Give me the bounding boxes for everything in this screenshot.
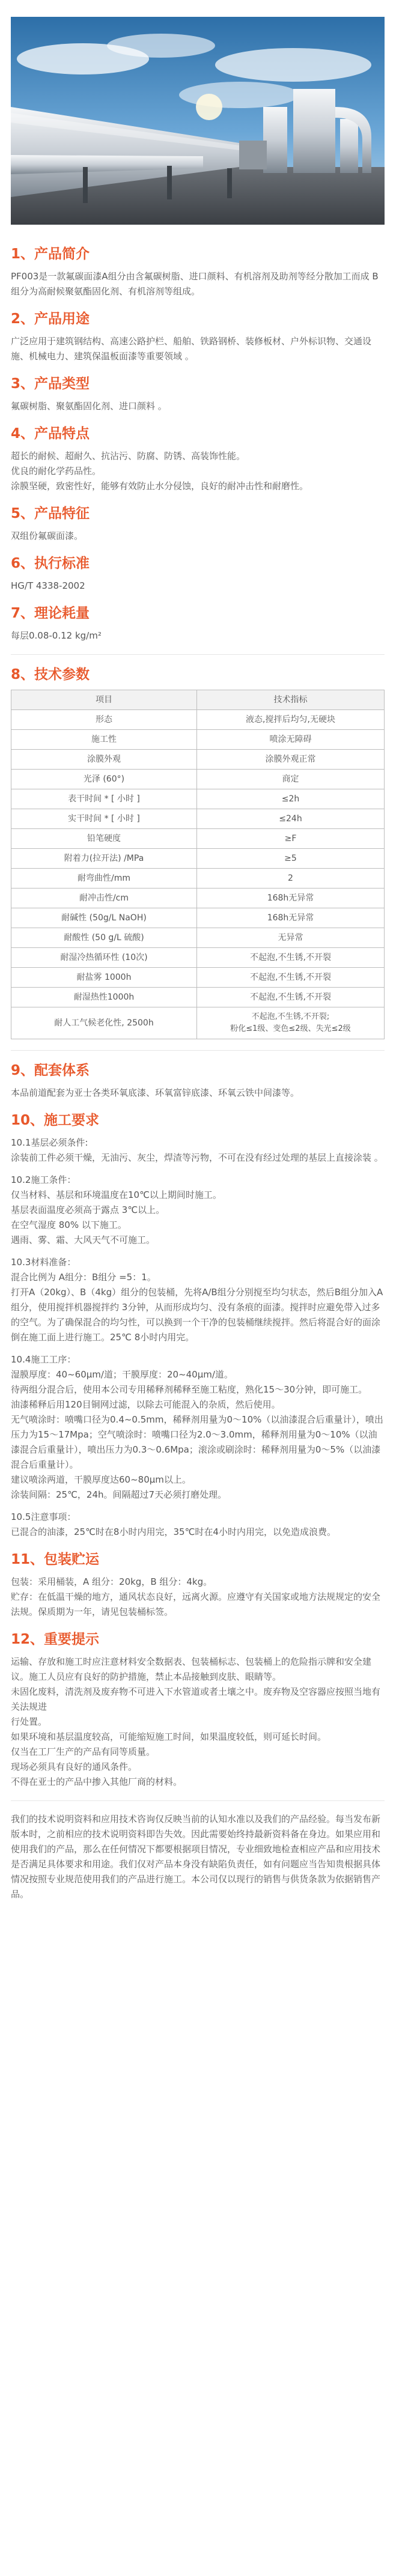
table-cell-value: 涂膜外观正常 <box>197 750 385 770</box>
table-cell-item: 耐碱性 (50g/L NaOH) <box>11 908 197 928</box>
section-notes <box>11 1630 385 1790</box>
table-header-cell: 技术指标 <box>197 690 385 710</box>
disclaimer-text: 我们的技术说明资料和应用技术咨询仅反映当前的认知水准以及我们的产品经验。每当发布新版本时，之前相应的技术说明资料即告失效。因此需要始终持最新资料备在身边。如果应用和使用我们的产品，那么在任何情况下都要根据项目情况，专业细致地检查相应产品和应用技术是否满足具体要求和用途。我们仅对产品本身没有缺陷负责任，如有问题应当告知贵根据具体情况按照专业规范使用我们的产品进行施工。本公司仅以现行的销售与供货条款为依据销售产品。 <box>11 1814 381 1900</box>
section-title: 2、产品用途 <box>11 311 90 327</box>
feature-line: 优良的耐化学药品性。 <box>11 466 102 476</box>
type-text: 氟碳树脂、聚氨酯固化剂、进口颜料 。 <box>11 401 167 412</box>
pipeline-illustration <box>11 17 385 225</box>
packing-text <box>11 1575 385 1620</box>
section-title: 10、施工要求 <box>11 1113 100 1128</box>
construction-subheading: 10.5注意事项： <box>11 1511 76 1522</box>
table-cell-value: 不起泡,不生锈,不开裂 <box>197 968 385 988</box>
table-row <box>11 988 385 1007</box>
table-cell-item: 表干时间 * [ 小时 ] <box>11 789 197 809</box>
section-features <box>11 425 385 494</box>
construction-line: 无气喷涂时：喷嘴口径为0.4~0.5mm，稀释剂用量为0～10%（以油漆混合后重量计），喷出压力为15～17Mpa；空气喷涂时：喷嘴口径为2.0～3.0mm，稀释剂用量为0～10%（以油漆混合后重量计），喷出压力为0.3～0.6Mpa；滚涂或刷涂时：稀释剂用量为0～5%（以油漆混合后重量计）。 <box>11 1414 383 1470</box>
feature-line: 涂膜坚硬，致密性好，能够有效防止水分侵蚀，良好的耐冲击性和耐磨性。 <box>11 481 309 491</box>
note-line: 如果环境和基层温度较高，可能缩短施工时间，如果温度较低，则可延长时间。 <box>11 1731 327 1742</box>
construction-line: 油漆稀释后用120目铜网过滤，以除去可能混入的杂质，然后使用。 <box>11 1399 281 1410</box>
notes-text <box>11 1654 385 1790</box>
table-cell-item: 施工性 <box>11 730 197 750</box>
section-title: 3、产品类型 <box>11 376 90 392</box>
section-title: 5、产品特征 <box>11 506 90 521</box>
table-cell-item: 耐人工气候老化性, 2500h <box>11 1007 197 1039</box>
table-row <box>11 849 385 869</box>
table-row <box>11 928 385 948</box>
intro-text: PF003是一款氟碳面漆A组分由含氟碳树脂、进口颜料、有机溶剂及助剂等经分散加工而成 B 组分为高耐候聚氨酯固化剂、有机溶剂等组成。 <box>11 271 379 297</box>
table-row <box>11 750 385 770</box>
content-area <box>11 245 385 1913</box>
section-character <box>11 505 385 544</box>
construction-text <box>11 1135 385 1540</box>
note-line: 行处置。 <box>11 1716 47 1727</box>
table-cell-value: ≥5 <box>197 849 385 869</box>
table-cell-item: 耐盐雾 1000h <box>11 968 197 988</box>
table-cell-item: 涂膜外观 <box>11 750 197 770</box>
section-title: 12、重要提示 <box>11 1632 100 1647</box>
section-title: 9、配套体系 <box>11 1063 90 1078</box>
table-cell-item: 耐弯曲性/mm <box>11 869 197 889</box>
table-cell-item: 实干时间 * [ 小时 ] <box>11 809 197 829</box>
table-row <box>11 770 385 789</box>
section-usage <box>11 310 385 364</box>
table-row <box>11 948 385 968</box>
table-row <box>11 730 385 750</box>
table-cell-value: 168h无异常 <box>197 889 385 908</box>
construction-subheading: 10.3材料准备： <box>11 1257 76 1268</box>
feature-line: 超长的耐候、超耐久、抗沾污、防腐、防锈、高装饰性能。 <box>11 451 246 461</box>
construction-line: 待两组分混合后，使用本公司专用稀释剂稀释至施工粘度，熟化15～30分钟，即可施工。 <box>11 1384 368 1395</box>
construction-line: 打开A（20kg）、B（4kg）组分的包装桶，先将A/B组分分别搅至均匀状态，然后B组分加入A组分，使用搅拌机器搅拌约 3分钟，从而形成均匀、没有条痕的面漆。搅拌时应避免带入过多的空气。为了确保混合的均匀性，可以换到一个干净的包装桶继续搅拌。然后将混合好的面涂倒在施工面上进行施工。25℃ 8小时内用完。 <box>11 1287 383 1343</box>
table-cell-item: 光泽 (60°) <box>11 770 197 789</box>
section-consumption <box>11 604 385 643</box>
divider <box>11 1050 385 1051</box>
table-cell-item: 耐湿冷热循环性 (10次) <box>11 948 197 968</box>
table-row <box>11 1007 385 1039</box>
construction-line: 仅当材料、基层和环境温度在10℃以上期间时施工。 <box>11 1189 222 1200</box>
table-cell-item: 附着力(拉开法) /MPa <box>11 849 197 869</box>
table-cell-value: ≥F <box>197 829 385 849</box>
packing-line: 贮存：在低温干燥的地方，通风状态良好，远离火源。应遵守有关国家或地方法规规定的安全法规。保质期为一年，请见包装桶标签。 <box>11 1591 381 1617</box>
table-cell-item: 耐酸性 (50 g/L 硫酸) <box>11 928 197 948</box>
table-header-row <box>11 690 385 710</box>
standard-text: HG/T 4338-2002 <box>11 580 85 591</box>
note-line: 运输、存放和施工时应注意材料安全数据表、包装桶标志、包装桶上的危险指示牌和安全建议。施工人员应有良好的防护措施，禁止本品接触到皮肤、眼睛等。 <box>11 1656 372 1682</box>
construction-line: 涂装前工件必须干燥，无油污、灰尘，焊渣等污物，不可在没有经过处理的基层上直接涂装 。 <box>11 1152 383 1163</box>
table-cell-value: ≤24h <box>197 809 385 829</box>
section-title: 1、产品简介 <box>11 246 90 262</box>
spacer <box>11 1502 385 1510</box>
table-cell-value: 无异常 <box>197 928 385 948</box>
spacer <box>11 1248 385 1255</box>
section-title: 11、包装贮运 <box>11 1552 100 1567</box>
section-system <box>11 1062 385 1101</box>
table-row <box>11 908 385 928</box>
note-line: 现场必须具有良好的通风条件。 <box>11 1761 138 1772</box>
spec-table <box>11 690 385 1039</box>
spec-table-body <box>11 710 385 1039</box>
spacer <box>11 1345 385 1352</box>
table-cell-value: 2 <box>197 869 385 889</box>
table-cell-value: 不起泡,不生锈,不开裂 <box>197 988 385 1007</box>
section-title: 6、执行标准 <box>11 556 90 571</box>
table-cell-item: 耐冲击性/cm <box>11 889 197 908</box>
construction-line: 已混合的油漆，25℃时在8小时内用完，35℃时在4小时内用完，以免造成浪费。 <box>11 1526 336 1537</box>
table-row <box>11 789 385 809</box>
table-row <box>11 889 385 908</box>
character-text: 双组份氟碳面漆。 <box>11 530 84 541</box>
table-row <box>11 968 385 988</box>
table-cell-value <box>197 1007 385 1039</box>
features-text <box>11 449 385 494</box>
note-line: 未固化废料，清洗剂及废弃物不可进入下水管道或者土壤之中。废弃物及空容器应按照当地有关法规进 <box>11 1686 381 1712</box>
table-cell-line: 不起泡,不生锈,不开裂; <box>251 1012 330 1021</box>
section-title: 8、技术参数 <box>11 667 90 682</box>
table-cell-value: 商定 <box>197 770 385 789</box>
consumption-text: 每层0.08-0.12 kg/m² <box>11 630 102 641</box>
usage-text: 广泛应用于建筑钢结构、高速公路护栏、船舶、铁路钢桥、装修板材、户外标识物、交通设施、机械电力、建筑保温板面漆等重要领域 。 <box>11 336 372 362</box>
note-line: 不得在亚士的产品中掺入其他厂商的材料。 <box>11 1776 183 1787</box>
table-cell-value: ≤2h <box>197 789 385 809</box>
table-cell-value: 喷涂无障碍 <box>197 730 385 750</box>
table-row <box>11 710 385 730</box>
section-packing <box>11 1551 385 1620</box>
table-row <box>11 809 385 829</box>
section-standard <box>11 554 385 594</box>
divider <box>11 654 385 655</box>
table-cell-value: 液态,搅拌后均匀,无硬块 <box>197 710 385 730</box>
section-params <box>11 666 385 1039</box>
construction-line: 湿膜厚度：40~60μm/道；干膜厚度：20~40μm/道。 <box>11 1369 233 1380</box>
construction-subheading: 10.2施工条件： <box>11 1174 76 1185</box>
construction-subheading: 10.4施工工序： <box>11 1354 76 1365</box>
construction-line: 建议喷涂两道，干膜厚度达60~80μm以上。 <box>11 1474 191 1485</box>
construction-subheading: 10.1基层必须条件: <box>11 1137 88 1148</box>
table-row <box>11 829 385 849</box>
section-title: 7、理论耗量 <box>11 606 90 621</box>
spacer <box>11 1165 385 1173</box>
packing-line: 包装：采用桶装，A 组分：20kg，B 组分：4kg。 <box>11 1576 213 1587</box>
construction-line: 基层表面温度必须高于露点 3℃以上。 <box>11 1204 165 1215</box>
section-intro <box>11 245 385 299</box>
system-text: 本品前道配套为亚士各类环氧底漆、环氧富锌底漆、环氧云铁中间漆等。 <box>11 1087 300 1098</box>
table-cell-value: 不起泡,不生锈,不开裂 <box>197 948 385 968</box>
section-title: 4、产品特点 <box>11 426 90 442</box>
construction-line: 涂装间隔：25℃，24h。间隔超过7天必须打磨处理。 <box>11 1489 227 1500</box>
note-line: 仅当在工厂生产的产品有同等质量。 <box>11 1746 156 1757</box>
construction-line: 遇雨、雾、霜、大风天气不可施工。 <box>11 1235 156 1245</box>
table-row <box>11 869 385 889</box>
hero-image-pipeline <box>11 17 385 225</box>
section-disclaimer <box>11 1812 385 1902</box>
construction-line: 在空气湿度 80% 以下施工。 <box>11 1220 127 1230</box>
table-cell-item: 铅笔硬度 <box>11 829 197 849</box>
divider <box>11 1800 385 1801</box>
table-header-cell: 项目 <box>11 690 197 710</box>
construction-line: 混合比例为 A组分：B组分 =5：1。 <box>11 1272 156 1283</box>
section-construction <box>11 1111 385 1540</box>
table-cell-item: 形态 <box>11 710 197 730</box>
table-cell-item: 耐湿热性1000h <box>11 988 197 1007</box>
table-cell-line: 粉化≤1级、变色≤2级、失光≤2级 <box>230 1024 351 1033</box>
section-type <box>11 375 385 414</box>
table-cell-value: 168h无异常 <box>197 908 385 928</box>
